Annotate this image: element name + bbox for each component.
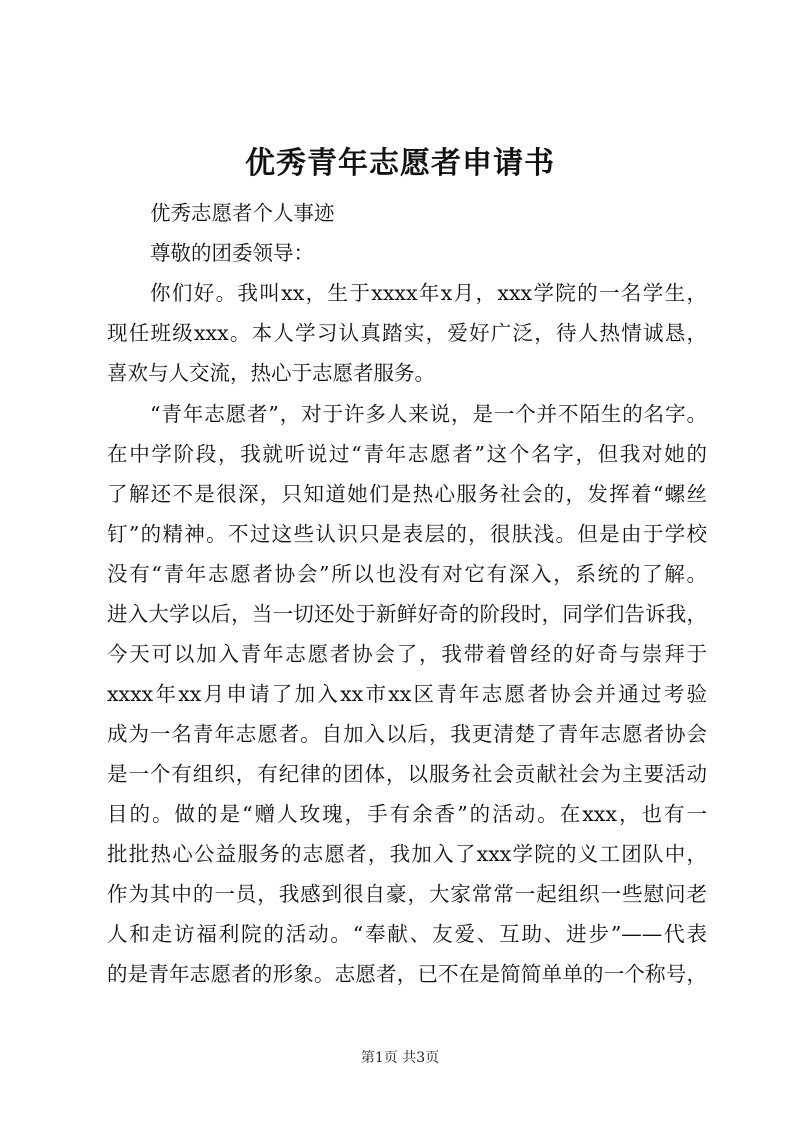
body-line: 作为其中的一员，我感到很自豪，大家常常一起组织一些慰问老	[107, 882, 707, 906]
body-line: 批批热心公益服务的志愿者，我加入了xxx学院的义工团队中，	[107, 842, 707, 866]
body-line: 是一个有组织，有纪律的团体，以服务社会贡献社会为主要活动	[107, 762, 707, 786]
body-line: 在中学阶段，我就听说过“青年志愿者”这个名字，但我对她的	[107, 442, 707, 466]
body-line: 成为一名青年志愿者。自加入以后，我更清楚了青年志愿者协会	[107, 722, 707, 746]
body-line: xxxx年xx月申请了加入xx市xx区青年志愿者协会并通过考验	[107, 682, 707, 706]
body-line: 钉”的精神。不过这些认识只是表层的，很肤浅。但是由于学校	[107, 522, 707, 546]
body-line: 今天可以加入青年志愿者协会了，我带着曾经的好奇与崇拜于	[107, 642, 707, 666]
document-subtitle: 优秀志愿者个人事迹	[150, 201, 335, 225]
body-line: 没有“青年志愿者协会”所以也没有对它有深入，系统的了解。	[107, 562, 707, 586]
body-line: 现任班级xxx。本人学习认真踏实，爱好广泛，待人热情诚恳，	[107, 321, 707, 345]
page-number-footer: 第1页 共3页	[360, 1050, 440, 1066]
body-line: 人和走访福利院的活动。“奉献、友爱、互助、进步”——代表	[107, 922, 707, 946]
body-line: 目的。做的是“赠人玫瑰，手有余香”的活动。在xxx，也有一	[107, 802, 707, 826]
salutation: 尊敬的团委领导：	[150, 241, 314, 265]
body-line: “青年志愿者”，对于许多人来说，是一个并不陌生的名字。	[150, 402, 707, 426]
body-line: 喜欢与人交流，热心于志愿者服务。	[107, 361, 435, 385]
body-line: 进入大学以后，当一切还处于新鲜好奇的阶段时，同学们告诉我，	[107, 602, 707, 626]
body-line: 了解还不是很深，只知道她们是热心服务社会的，发挥着“螺丝	[107, 482, 707, 506]
body-line: 你们好。我叫xx，生于xxxx年x月，xxx学院的一名学生，	[150, 281, 707, 305]
body-line: 的是青年志愿者的形象。志愿者，已不在是简简单单的一个称号，	[107, 962, 707, 986]
document-title: 优秀青年志愿者申请书	[245, 146, 555, 181]
